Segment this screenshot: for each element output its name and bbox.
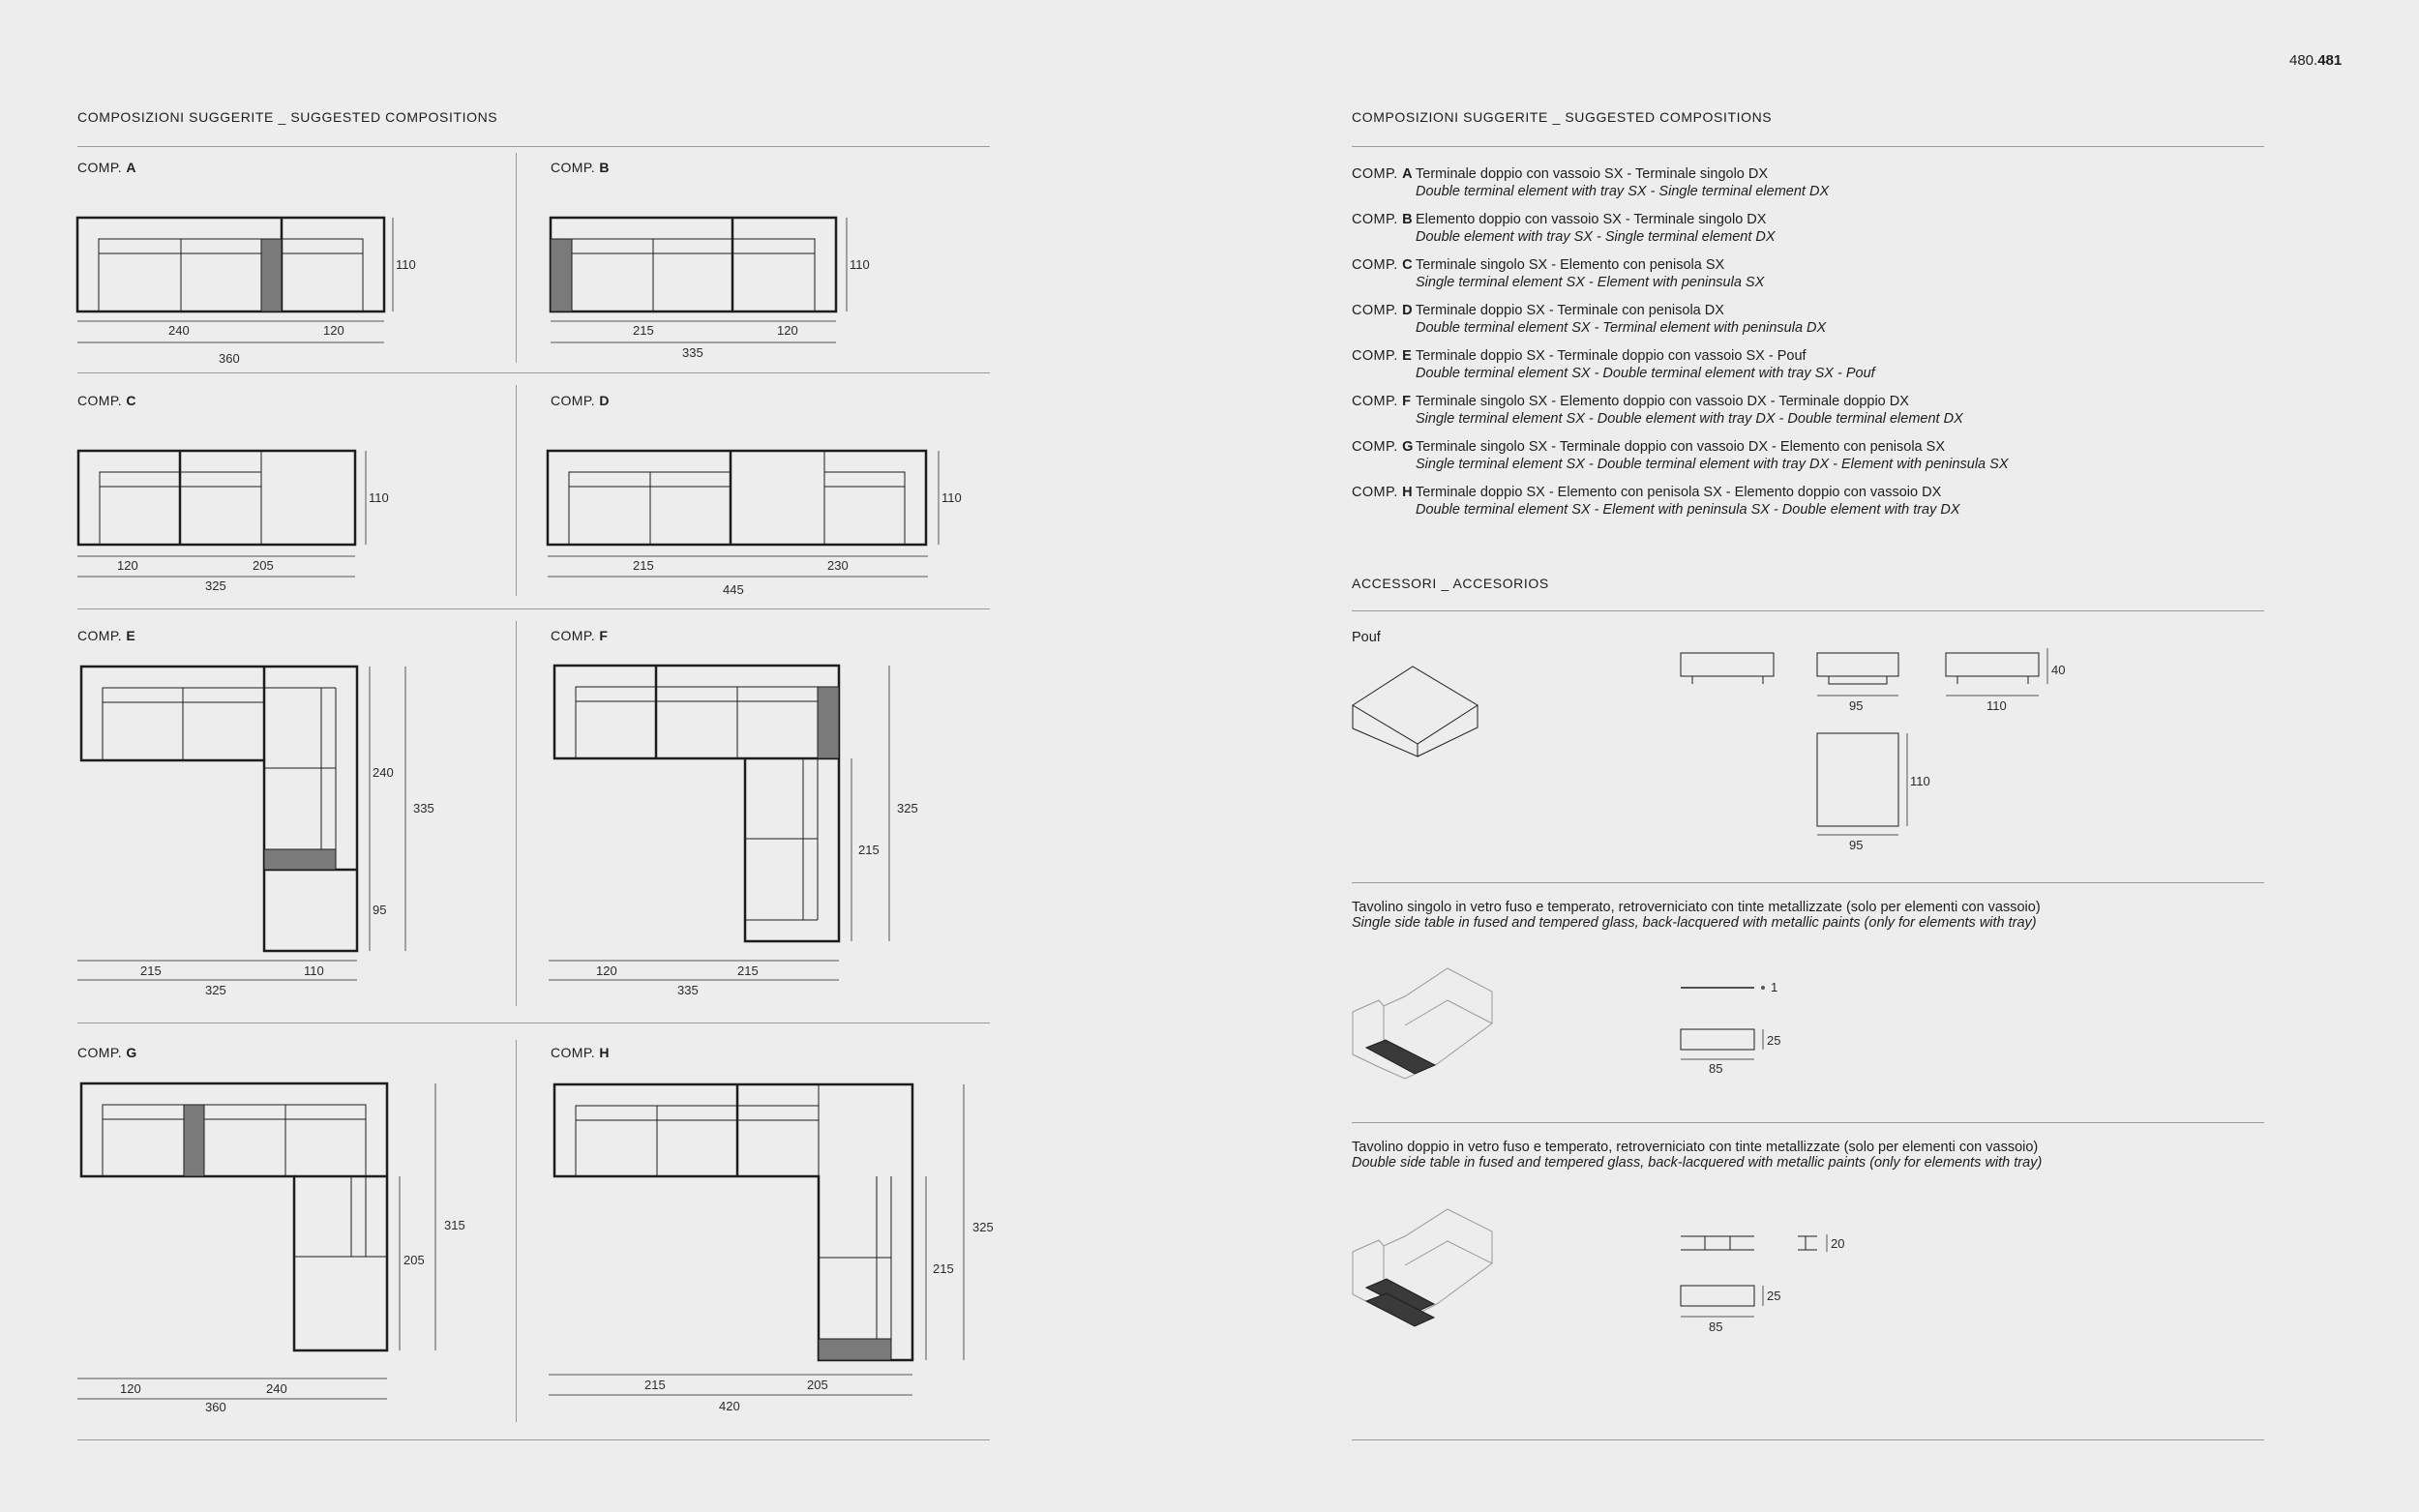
dim-label: 120 bbox=[117, 558, 138, 573]
dim-label: 445 bbox=[723, 582, 744, 597]
right-header-rule bbox=[1352, 146, 2264, 147]
dim-label: 215 bbox=[858, 843, 880, 857]
list-item: COMP. D Terminale doppio SX - Terminale con penisola DX Double terminal element SX - Terminal element with peninsula DX bbox=[1352, 303, 1827, 336]
dim-label: 110 bbox=[1986, 698, 2007, 713]
double-table-drawings bbox=[1353, 1209, 1827, 1326]
dim-label: 110 bbox=[1910, 774, 1930, 788]
dim-label: 110 bbox=[304, 964, 324, 978]
dim-label: 85 bbox=[1709, 1319, 1723, 1334]
dim-label: 110 bbox=[369, 490, 389, 505]
dim-label: 335 bbox=[413, 801, 434, 815]
dim-label: 20 bbox=[1831, 1236, 1845, 1251]
dim-label: 95 bbox=[373, 903, 387, 917]
dim-label: 335 bbox=[682, 345, 703, 360]
dim-label: 25 bbox=[1767, 1033, 1781, 1048]
list-item: COMP. A Terminale doppio con vassoio SX - Terminale singolo DX Double terminal element with tray SX - Single terminal element DX bbox=[1352, 166, 1830, 199]
list-item: COMP. F Terminale singolo SX - Elemento doppio con vassoio DX - Terminale doppio DX Single terminal element SX - Double element with tray DX - Double terminal element DX bbox=[1352, 394, 1963, 427]
dim-label: 205 bbox=[253, 558, 274, 573]
page-number: 480.481 bbox=[2289, 52, 2343, 69]
dim-label: 120 bbox=[120, 1381, 141, 1396]
dim-label: 325 bbox=[205, 578, 226, 593]
comp-label-g: COMP. G bbox=[77, 1045, 137, 1060]
comp-label-c: COMP. C bbox=[77, 393, 136, 408]
dim-label: 95 bbox=[1849, 698, 1864, 713]
dim-label: 40 bbox=[2051, 663, 2066, 677]
comp-d-plan bbox=[548, 451, 939, 577]
double-table-title: Tavolino doppio in vetro fuso e temperato, retroverniciato con tinte metallizzate (solo per elementi con vassoio) Double side table in fused and tempered glass, back-lacquered with metallic paints (only for elements with tray) bbox=[1352, 1140, 2043, 1171]
dim-label: 325 bbox=[205, 983, 226, 997]
single-table-title: Tavolino singolo in vetro fuso e temperato, retroverniciato con tinte metallizzate (solo per elementi con vassoio) Single side table in fused and tempered glass, back-lacquered with metallic paints (only for elements with tray) bbox=[1352, 900, 2041, 931]
dim-label: 360 bbox=[205, 1400, 226, 1414]
dim-label: 205 bbox=[807, 1378, 828, 1392]
list-item: COMP. E Terminale doppio SX - Terminale doppio con vassoio SX - Pouf Double terminal element SX - Double terminal element with tray SX - Pouf bbox=[1352, 348, 1875, 381]
list-item: COMP. C Terminale singolo SX - Elemento con penisola SX Single terminal element SX - Element with peninsula SX bbox=[1352, 257, 1765, 290]
dim-label: 110 bbox=[396, 257, 416, 272]
dim-label: 230 bbox=[827, 558, 849, 573]
dim-label: 205 bbox=[403, 1253, 425, 1267]
dim-label: 85 bbox=[1709, 1061, 1723, 1076]
dim-label: 315 bbox=[444, 1218, 465, 1232]
dim-label: 215 bbox=[933, 1261, 954, 1276]
comp-label-e: COMP. E bbox=[77, 628, 136, 643]
accessories-header: ACCESSORI _ ACCESORIOS bbox=[1352, 576, 1549, 591]
dim-label: 325 bbox=[972, 1220, 994, 1234]
accessories-rule bbox=[1352, 610, 2264, 611]
comp-g-plan bbox=[77, 1083, 435, 1399]
comp-a-plan bbox=[77, 218, 393, 342]
comp-label-a: COMP. A bbox=[77, 160, 136, 175]
dim-label: 215 bbox=[140, 964, 162, 978]
pouf-title: Pouf bbox=[1352, 630, 1381, 645]
dim-label: 240 bbox=[266, 1381, 287, 1396]
comp-label-d: COMP. D bbox=[551, 393, 610, 408]
comp-label-b: COMP. B bbox=[551, 160, 610, 175]
section-rule bbox=[1352, 1122, 2264, 1123]
single-table-drawings bbox=[1353, 968, 1765, 1079]
list-item: COMP. H Terminale doppio SX - Elemento con penisola SX - Elemento doppio con vassoio DX Double terminal element SX - Element with peninsula SX - Double element with tray DX bbox=[1352, 485, 1960, 518]
dim-label: 215 bbox=[644, 1378, 666, 1392]
dim-label: 110 bbox=[941, 490, 962, 505]
dim-label: 420 bbox=[719, 1399, 740, 1413]
dim-label: 215 bbox=[737, 964, 759, 978]
dimension-labels bbox=[117, 257, 2065, 1414]
list-item: COMP. G Terminale singolo SX - Terminale doppio con vassoio DX - Elemento con penisola SX Single terminal element SX - Double terminal element with tray DX - Element with peninsula SX bbox=[1352, 439, 2009, 472]
dim-label: 360 bbox=[219, 351, 240, 366]
dim-label: 25 bbox=[1767, 1289, 1781, 1303]
list-item: COMP. B Elemento doppio con vassoio SX - Terminale singolo DX Double element with tray SX - Single terminal element DX bbox=[1352, 212, 1776, 245]
dim-label: 240 bbox=[373, 765, 394, 780]
dim-label: 120 bbox=[323, 323, 344, 338]
comp-label-h: COMP. H bbox=[551, 1045, 610, 1060]
dim-label: 120 bbox=[777, 323, 798, 338]
dim-label: 1 bbox=[1771, 980, 1778, 994]
dim-label: 240 bbox=[168, 323, 190, 338]
bottom-rule bbox=[1352, 1439, 2264, 1440]
dim-label: 95 bbox=[1849, 838, 1864, 852]
right-header: COMPOSIZIONI SUGGERITE _ SUGGESTED COMPOSITIONS bbox=[1352, 109, 1773, 125]
dim-label: 215 bbox=[633, 323, 654, 338]
comp-f-plan bbox=[549, 666, 889, 980]
pouf-drawings bbox=[1353, 648, 2047, 835]
section-rule bbox=[1352, 882, 2264, 883]
comp-e-plan bbox=[77, 667, 405, 980]
dim-label: 335 bbox=[677, 983, 699, 997]
comp-b-plan bbox=[551, 218, 847, 342]
comp-label-f: COMP. F bbox=[551, 628, 609, 643]
dim-label: 325 bbox=[897, 801, 918, 815]
left-header: COMPOSIZIONI SUGGERITE _ SUGGESTED COMPOSITIONS bbox=[77, 109, 498, 125]
comp-h-plan bbox=[549, 1084, 964, 1395]
dim-label: 120 bbox=[596, 964, 617, 978]
dim-label: 110 bbox=[850, 257, 870, 272]
dim-label: 215 bbox=[633, 558, 654, 573]
